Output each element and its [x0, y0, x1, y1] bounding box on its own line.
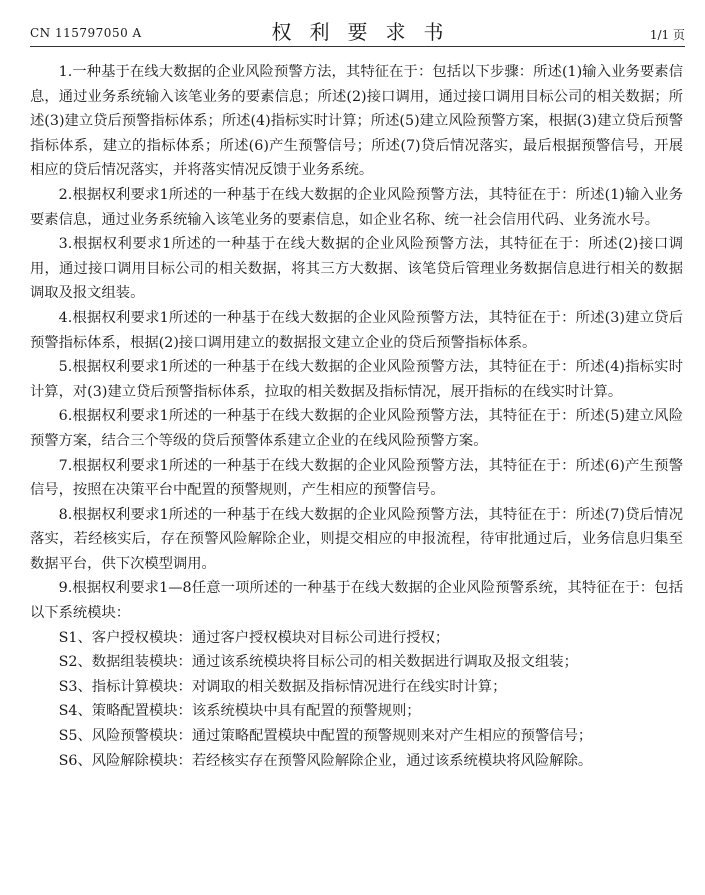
claim-8: 8.根据权利要求1所述的一种基于在线大数据的企业风险预警方法，其特征在于：所述(7)贷后情况落实，若经核实后，存在预警风险解除企业，则提交相应的申报流程，待审批通过后，业务信息归集至数据平台，供下次模型调用。	[30, 506, 683, 572]
claims-body	[30, 60, 683, 773]
claim-2: 2.根据权利要求1所述的一种基于在线大数据的企业风险预警方法，其特征在于：所述(1)输入业务要素信息，通过业务系统输入该笔业务的要素信息，如企业名称、统一社会信用代码、业务流水号。	[30, 186, 683, 228]
claim-7: 7.根据权利要求1所述的一种基于在线大数据的企业风险预警方法，其特征在于：所述(6)产生预警信号，按照在决策平台中配置的预警规则，产生相应的预警信号。	[30, 457, 683, 499]
header-rule	[30, 46, 685, 47]
claim-3: 3.根据权利要求1所述的一种基于在线大数据的企业风险预警方法，其特征在于：所述(2)接口调用，通过接口调用目标公司的相关数据，将其三方大数据、该笔贷后管理业务数据信息进行相关的数据调取及报文组装。	[30, 236, 683, 302]
page-header	[30, 14, 685, 44]
publication-number: CN 115797050 A	[30, 26, 142, 40]
claim-1: 1.一种基于在线大数据的企业风险预警方法，其特征在于：包括以下步骤：所述(1)输入业务要素信息，通过业务系统输入该笔业务的要素信息；所述(2)接口调用，通过接口调用目标公司的相关数据；所述(3)建立贷后预警指标体系；所述(4)指标实时计算；所述(5)建立风险预警方案，根据(3)建立贷后预警指标体系，建立的指标体系；所述(6)产生预警信号；所述(7)贷后情况落实，最后根据预警信号，开展相应的贷后情况落实，并将落实情况反馈于业务系统。	[30, 64, 683, 179]
module-s4: S4、策略配置模块：该系统模块中具有配置的预警规则；	[58, 703, 421, 720]
page-number: 1/1 页	[649, 28, 685, 42]
claim-6: 6.根据权利要求1所述的一种基于在线大数据的企业风险预警方法，其特征在于：所述(5)建立风险预警方案，结合三个等级的贷后预警体系建立企业的在线风险预警方案。	[30, 408, 683, 449]
module-s5: S5、风险预警模块：通过策略配置模块中配置的预警规则来对产生相应的预警信号；	[58, 728, 593, 745]
module-s2: S2、数据组装模块：通过该系统模块将目标公司的相关数据进行调取及报文组装；	[58, 654, 578, 671]
module-s3: S3、指标计算模块：对调取的相关数据及指标情况进行在线实时计算；	[58, 678, 507, 695]
claim-5: 5.根据权利要求1所述的一种基于在线大数据的企业风险预警方法，其特征在于：所述(4)指标实时计算，对(3)建立贷后预警指标体系，拉取的相关数据及指标情况，展开指标的在线实时计算。	[30, 359, 683, 400]
claim-4: 4.根据权利要求1所述的一种基于在线大数据的企业风险预警方法，其特征在于：所述(3)建立贷后预警指标体系，根据(2)接口调用建立的数据报文建立企业的贷后预警指标体系。	[30, 309, 683, 351]
document-title: 权利要求书	[271, 20, 462, 44]
module-s6: S6、风险解除模块：若经核实存在预警风险解除企业，通过该系统模块将风险解除。	[58, 752, 593, 769]
module-s1: S1、客户授权模块：通过客户授权模块对目标公司进行授权；	[58, 629, 450, 646]
claim-9: 9.根据权利要求1—8任意一项所述的一种基于在线大数据的企业风险预警系统，其特征在于：包括以下系统模块：	[30, 580, 683, 622]
